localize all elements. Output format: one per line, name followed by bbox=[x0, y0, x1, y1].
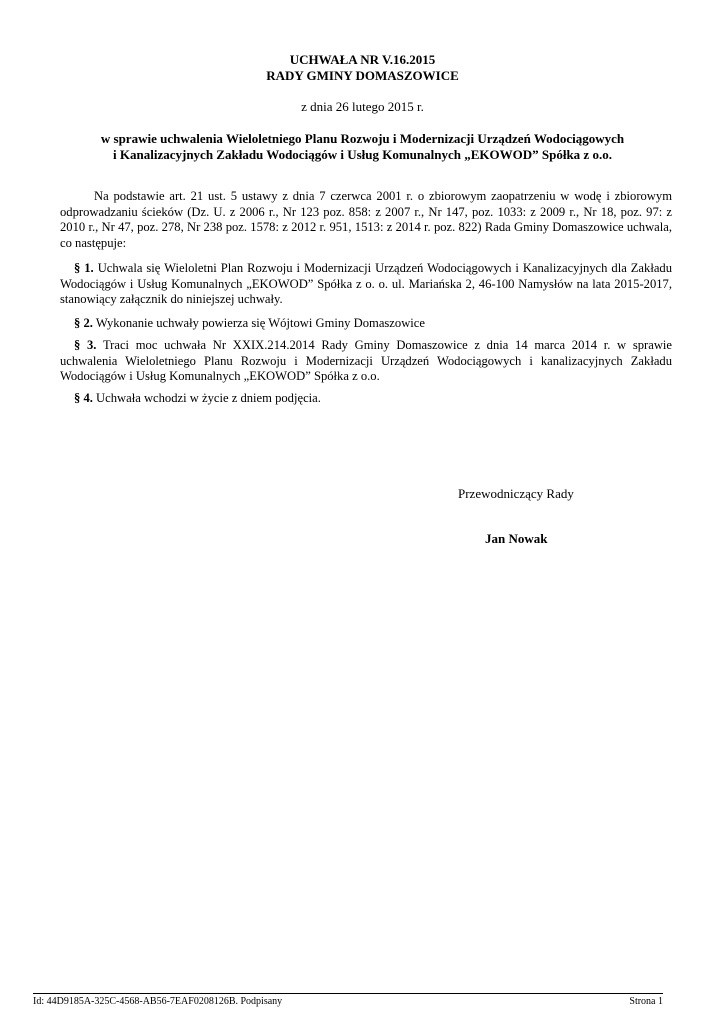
paragraph-1-mark: § 1. bbox=[74, 261, 94, 275]
paragraph-1-text: Uchwala się Wieloletni Plan Rozwoju i Modernizacji Urządzeń Wodociągowych i Kanalizacyjnych dla Zakładu Wodociągów i Usług Komunalnych „EKOWOD” Spółka z o. o. ul. Mariańska 2, 46-100 Namysłów na lata 2015-2017, stanowiący załącznik do niniejszej uchwały. bbox=[60, 261, 673, 307]
paragraph-3-mark: § 3. bbox=[74, 338, 97, 352]
subject-line-2: i Kanalizacyjnych Zakładu Wodociągów i Usług Komunalnych „EKOWOD” Spółka z o.o. bbox=[113, 147, 612, 162]
footer-document-id: Id: 44D9185A-325C-4568-AB56-7EAF0208126B. Podpisany bbox=[33, 996, 283, 1007]
council-name: RADY GMINY DOMASZOWICE bbox=[266, 68, 459, 83]
paragraph-4 bbox=[60, 391, 672, 407]
paragraph-2-mark: § 2. bbox=[74, 316, 93, 330]
resolution-number: UCHWAŁA NR V.16.2015 bbox=[289, 52, 436, 67]
paragraph-3-text: Traci moc uchwała Nr XXIX.214.2014 Rady Gminy Domaszowice z dnia 14 marca 2014 r. w sprawie uchwalenia Wieloletniego Planu Rozwoju i Modernizacji Urządzeń Wodociągowych i kanalizacyjnych Zakładu Wodociągów i Usług Komunalnych „EKOWOD” Spółka z o.o. bbox=[60, 338, 673, 384]
footer-page-number: Strona 1 bbox=[629, 996, 663, 1007]
paragraph-4-mark: § 4. bbox=[74, 391, 93, 405]
resolution-date: z dnia 26 lutego 2015 r. bbox=[301, 99, 424, 114]
paragraph-1 bbox=[60, 261, 672, 308]
subject-line-1: w sprawie uchwalenia Wieloletniego Planu Rozwoju i Modernizacji Urządzeń Wodociągowych bbox=[100, 131, 625, 146]
paragraph-2-text: Wykonanie uchwały powierza się Wójtowi Gminy Domaszowice bbox=[95, 316, 425, 330]
paragraph-2 bbox=[60, 316, 672, 332]
footer-divider bbox=[33, 993, 663, 994]
paragraph-4-text: Uchwała wchodzi w życie z dniem podjęcia. bbox=[96, 391, 321, 405]
signatory-role: Przewodniczący Rady bbox=[458, 486, 574, 501]
legal-basis-paragraph: Na podstawie art. 21 ust. 5 ustawy z dnia 7 czerwca 2001 r. o zbiorowym zaopatrzeniu w wodę i zbiorowym odprowadzaniu ścieków (Dz. U. z 2006 r., Nr 123 poz. 858: z 2007 r., Nr 147, poz. 1033: z 2009 r., Nr 18, poz. 97: z 2010 r., Nr 47, poz. 278, Nr 238 poz. 1578: z 2012 r. 951, 1513: z 2014 r. poz. 822) Rada Gminy Domaszowice uchwala, co następuje: bbox=[60, 189, 672, 250]
paragraph-3 bbox=[60, 338, 672, 385]
signatory-name: Jan Nowak bbox=[485, 531, 548, 546]
